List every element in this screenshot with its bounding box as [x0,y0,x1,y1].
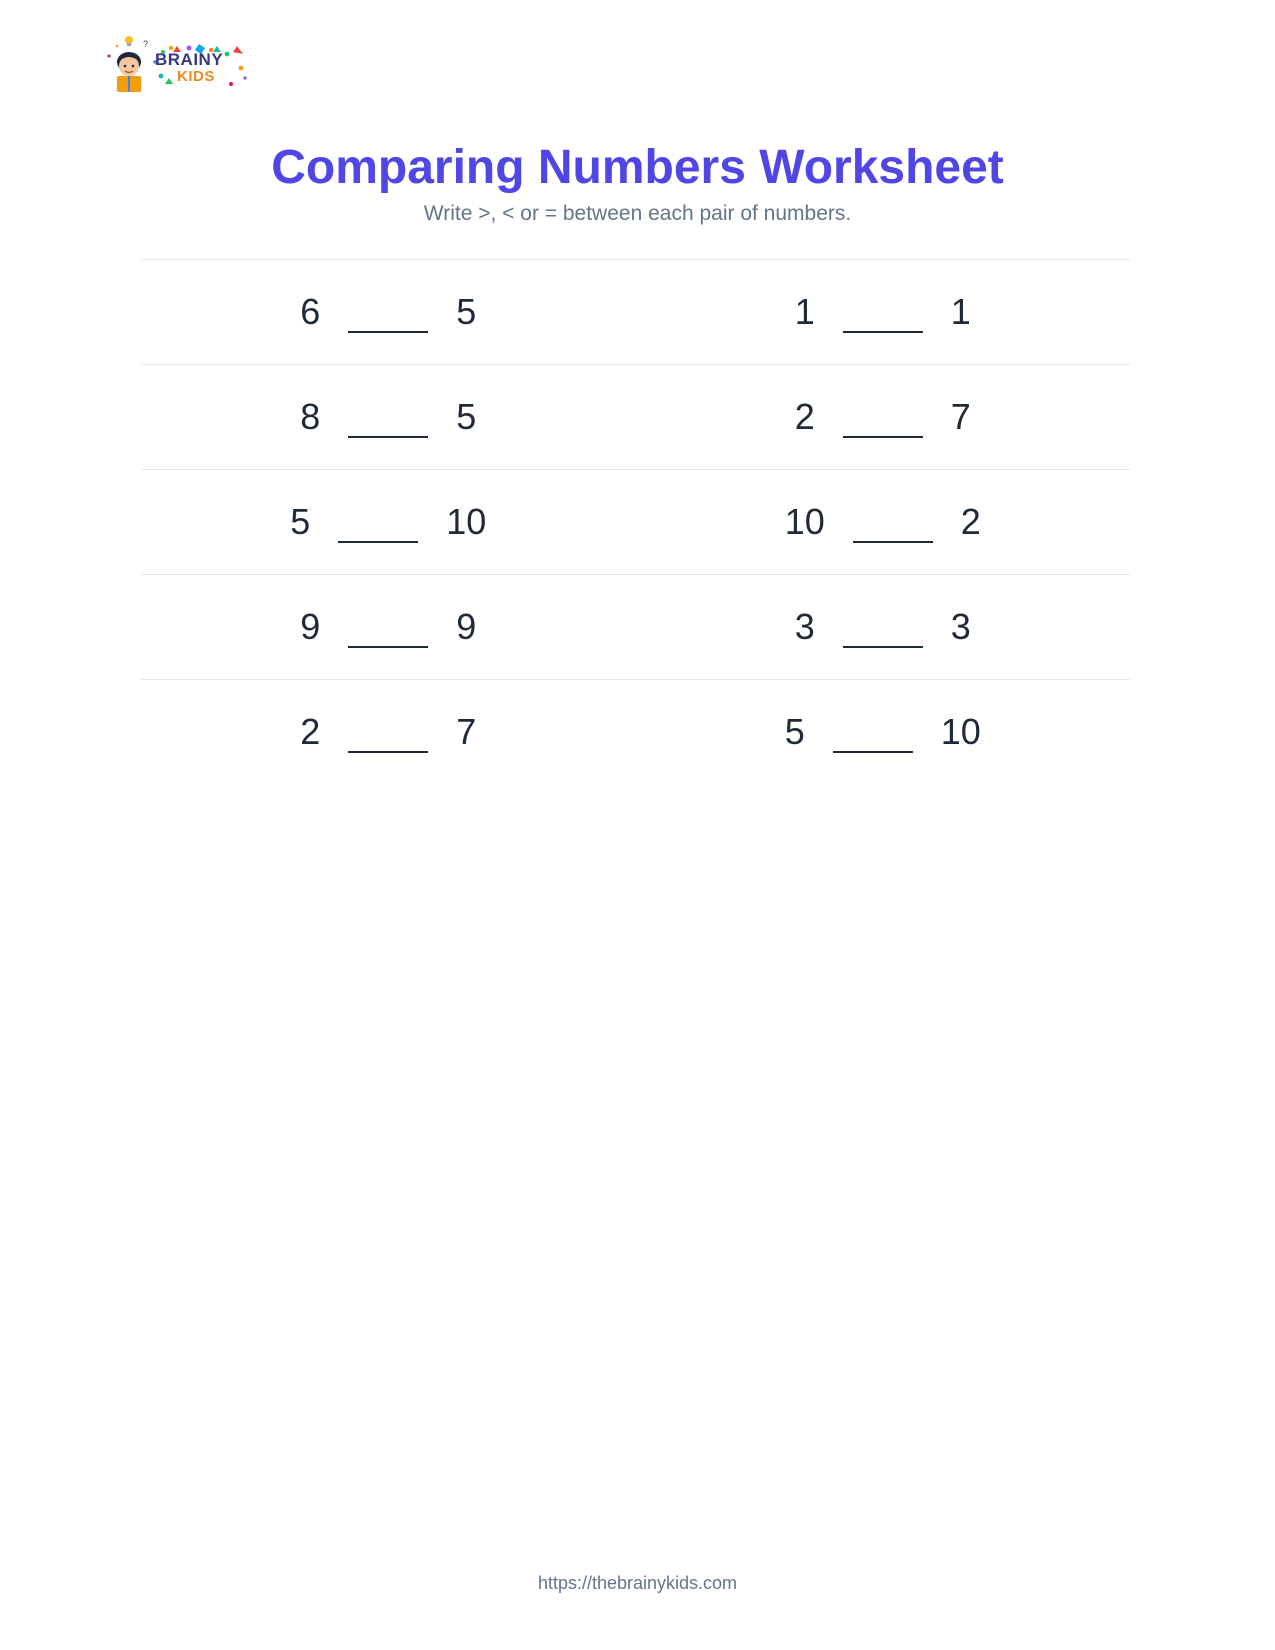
comparison-pair [300,292,476,332]
problem-cell [636,575,1131,679]
second-number: 5 [456,291,477,332]
logo-text-kids: KIDS [177,68,215,85]
worksheet-header [0,140,1275,228]
svg-text:?: ? [143,39,149,49]
problem-row [141,470,1130,575]
footer-url: https://thebrainykids.com [537,1573,738,1593]
answer-blank[interactable] [348,404,428,438]
comparison-pair [290,502,486,542]
problem-cell [141,260,636,364]
brand-logo [105,32,255,94]
second-number: 2 [960,501,981,542]
first-number: 5 [784,711,805,752]
comparison-pair [795,397,971,437]
second-number: 1 [950,291,971,332]
problem-cell [141,680,636,784]
first-number: 6 [300,291,321,332]
answer-blank[interactable] [843,299,923,333]
problem-row [141,680,1130,784]
problem-cell [141,575,636,679]
second-number: 10 [446,501,487,542]
answer-blank[interactable] [843,404,923,438]
first-number: 8 [300,396,321,437]
first-number: 2 [794,396,815,437]
first-number: 10 [784,501,825,542]
problem-grid [141,259,1130,784]
problem-cell [636,680,1131,784]
answer-blank[interactable] [348,719,428,753]
answer-blank[interactable] [833,719,913,753]
second-number: 9 [456,606,477,647]
second-number: 10 [940,711,981,752]
comparison-pair [300,397,476,437]
problem-row [141,365,1130,470]
comparison-pair [785,712,981,752]
first-number: 5 [290,501,311,542]
second-number: 3 [950,606,971,647]
answer-blank[interactable] [843,614,923,648]
second-number: 5 [456,396,477,437]
second-number: 7 [950,396,971,437]
problem-row [141,260,1130,365]
first-number: 9 [300,606,321,647]
problem-cell [636,365,1131,469]
second-number: 7 [456,711,477,752]
answer-blank[interactable] [348,299,428,333]
logo-text-brainy: BRAINY [155,50,224,69]
first-number: 2 [300,711,321,752]
problem-cell [636,260,1131,364]
instructions: Write >, < or = between each pair of numbers. [423,202,852,225]
comparison-pair [795,607,971,647]
comparison-pair [795,292,971,332]
answer-blank[interactable] [348,614,428,648]
answer-blank[interactable] [338,509,418,543]
problem-cell [141,365,636,469]
page-title: Comparing Numbers Worksheet [271,141,1004,194]
comparison-pair [785,502,981,542]
problem-row [141,575,1130,680]
comparison-pair [300,712,476,752]
problem-cell [141,470,636,574]
problem-cell [636,470,1131,574]
first-number: 3 [794,606,815,647]
first-number: 1 [794,291,815,332]
comparison-pair [300,607,476,647]
answer-blank[interactable] [853,509,933,543]
